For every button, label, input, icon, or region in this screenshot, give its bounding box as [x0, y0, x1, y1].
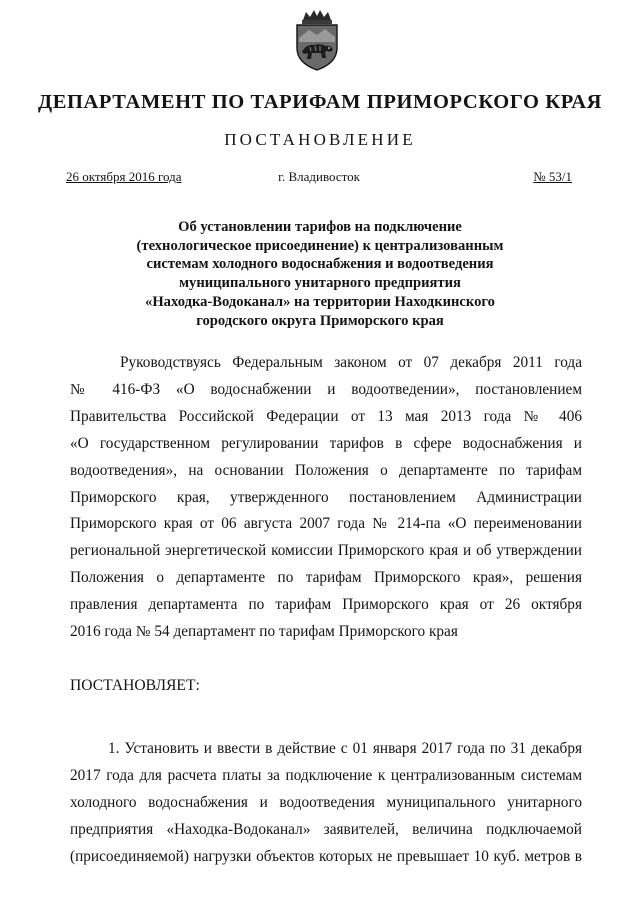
item-1-paragraph [70, 736, 582, 871]
coat-of-arms-emblem [290, 8, 344, 72]
document-date: 26 октября 2016 года [66, 169, 182, 184]
item-line: 2017 года для расчета платы за подключение к централизованным системам [70, 766, 582, 784]
subject-line: системам холодного водоснабжения и водоотведения [146, 256, 494, 273]
preamble-line: № 416-ФЗ «О водоснабжении и водоотведении», постановлением [70, 380, 582, 398]
preamble-line: Правительства Российской Федерации от 13 мая 2013 года № 406 [70, 407, 582, 425]
preamble-line: Приморского края, утвержденного постановлением Администрации [70, 488, 582, 506]
item-line: (присоединяемой) нагрузки объектов которых не превышает 10 куб. метров в [70, 847, 582, 865]
subject-line: городского округа Приморского края [196, 312, 444, 329]
preamble-line: Руководствуясь Федеральным законом от 07 декабря 2011 года [120, 354, 582, 371]
document-city: г. Владивосток [278, 169, 360, 184]
preamble-line: региональной энергетической комиссии Приморского края и об утверждении [70, 542, 582, 560]
document-meta-line [66, 169, 572, 191]
document-number: № 53/1 [533, 169, 572, 184]
preamble-line: водоотведения», на основании Положения о департаменте по тарифам [70, 461, 582, 479]
primorsky-krai-coat-of-arms-icon [290, 8, 344, 72]
preamble-line: «О государственном регулировании тарифов в сфере водоснабжения и [70, 434, 582, 452]
document-subject [60, 218, 580, 330]
subject-line: муниципального унитарного предприятия [179, 275, 461, 292]
preamble-line: правления департамента по тарифам Приморского края от 26 октября [70, 596, 582, 614]
decree-word: ПОСТАНОВЛЯЕТ: [70, 677, 200, 694]
preamble-line: Приморского края от 06 августа 2007 года № 214-па «О переименовании [70, 515, 582, 533]
department-title: ДЕПАРТАМЕНТ ПО ТАРИФАМ ПРИМОРСКОГО КРАЯ [37, 91, 603, 113]
preamble-line: Положения о департаменте по тарифам Приморского края», решения [70, 569, 582, 587]
subject-line: (технологическое присоединение) к централизованным [136, 237, 504, 254]
item-line: предприятия «Находка-Водоканал» заявителей, величина подключаемой [70, 820, 582, 838]
item-line: холодного водоснабжения и водоотведения муниципального унитарного [70, 793, 582, 811]
subject-line: «Находка-Водоканал» на территории Находкинского [145, 293, 495, 310]
preamble-paragraph [70, 350, 582, 646]
subject-line: Об установлении тарифов на подключение [178, 219, 462, 235]
item-line: 1. Установить и ввести в действие с 01 января 2017 года по 31 декабря [108, 740, 582, 757]
preamble-line: 2016 года № 54 департамент по тарифам Приморского края [70, 623, 458, 641]
document-type-heading: ПОСТАНОВЛЕНИЕ [224, 130, 416, 149]
